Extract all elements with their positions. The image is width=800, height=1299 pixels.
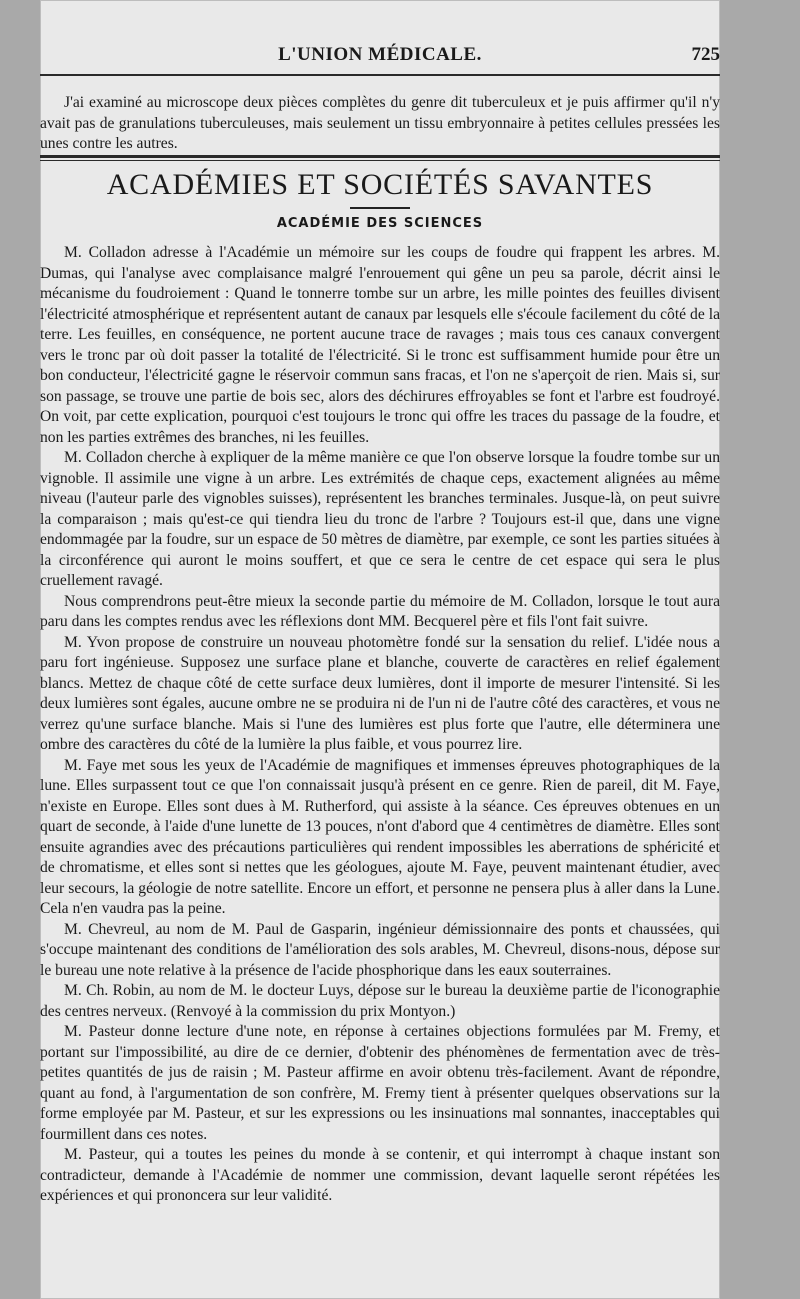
intro-block (40, 93, 720, 155)
paragraph-robin: M. Ch. Robin, au nom de M. le docteur Luys, dépose sur le bureau la deuxième partie de l'iconographie des centres nerveux. (Renvoyé à la commission du prix Montyon.) (40, 982, 720, 1020)
article-body (40, 243, 720, 1207)
subsection-title: ACADÉMIE DES SCIENCES (276, 216, 484, 231)
intro-paragraph: J'ai examiné au microscope deux pièces complètes du genre dit tuberculeux et je puis affirmer qu'il n'y avait pas de granulations tuberculeuses, mais seulement un tissu embryonnaire à petites cellules pressées les unes contre les autres. (40, 94, 720, 152)
paragraph-chevreul: M. Chevreul, au nom de M. Paul de Gasparin, ingénieur démissionnaire des ponts et chaussées, qui s'occupe maintenant des conditions de l'amélioration des sols arables, M. Chevreul, disons-nous, dépose sur le bureau une note relative à la présence de l'acide phosphorique dans les eaux souterraines. (40, 920, 720, 979)
document-page (40, 0, 720, 1299)
section-rule-top (40, 155, 720, 158)
paragraph-pasteur-fremy: M. Pasteur donne lecture d'une note, en réponse à certaines objections formulées par M. Fremy, et portant sur l'impossibilité, au dire de ce dernier, d'obtenir des phénomènes de fermentation avec de très-petites quantités de jus de raisin ; M. Pasteur affirme en avoir obtenu très-facilement. Avant de répondre, quant au fond, à l'argumentation de son confrère, M. Fremy tient à présenter quelques observations sur la forme employée par M. Pasteur, et sur les expressions ou les insinuations mal sonnantes, inacceptables qui fourmillent dans ces notes. (40, 1023, 720, 1143)
paragraph-colladon: M. Colladon adresse à l'Académie un mémoire sur les coups de foudre qui frappent les arbres. M. Dumas, qui l'analyse avec complaisance malgré l'enrouement qui gêne un peu sa parole, décrit ainsi le mécanisme du foudroiement : Quand le tonnerre tombe sur un arbre, les mille pointes des feuilles divisent l'électricité atmosphérique et représentent autant de canaux par lesquels elle s'écoule facilement du côté de la terre. Les feuilles, en conséquence, ne portent aucune trace de ravages ; mais tous ces canaux convergent vers le tronc par où doit passer la totalité de l'électricité. Si le tronc est suffisamment humide pour être un bon conducteur, l'électricité gagne le réservoir commun sans fracas, et l'on ne s'aperçoit de rien. Mais si, sur son passage, se trouve une partie de bois sec, alors des déchirures effroyables se font et l'arbre est foudroyé. On voit, par cette explication, pourquoi c'est toujours le tronc qui offre les traces du passage de la foudre, et non les parties extrêmes des branches, ni les feuilles. (40, 244, 720, 446)
paragraph-vignoble: M. Colladon cherche à expliquer de la même manière ce que l'on observe lorsque la foudre tombe sur un vignoble. Il assimile une vigne à un arbre. Les extrémités de chaque ceps, exactement alignées au même niveau (l'auteur parle des vignobles suisses), représentent les branches terminales. Jusque-là, on peut suivre la comparaison ; mais qu'est-ce qui tiendra lieu du tronc de l'arbre ? Toujours est-il que, dans une vigne endommagée par la foudre, sur un espace de 50 mètres de diamètre, par exemple, ce sont les parties situées à la circonférence qui auront le moins souffert, et que ce sera le centre de cet espace qui sera le plus cruellement ravagé. (40, 449, 720, 589)
page-number: 725 (691, 44, 720, 65)
running-title: L'UNION MÉDICALE. (278, 44, 482, 65)
section-rule-bottom (40, 160, 720, 161)
paragraph-becquerel: Nous comprendrons peut-être mieux la seconde partie du mémoire de M. Colladon, lorsque le tout aura paru dans les comptes rendus avec les réflexions dont MM. Becquerel père et fils l'ont fait suivre. (40, 592, 720, 630)
paragraph-pasteur-commission: M. Pasteur, qui a toutes les peines du monde à se contenir, et qui interrompt à chaque instant son contradicteur, demande à l'Académie de nommer une commission, devant laquelle seront répétées les expériences et qui prononcera sur leur validité. (40, 1146, 720, 1204)
paragraph-yvon: M. Yvon propose de construire un nouveau photomètre fondé sur la sensation du relief. L'idée nous a paru fort ingénieuse. Supposez une surface plane et blanche, couverte de caractères en relief également blancs. Mettez de chaque côté de cette surface deux lumières, dont il importe de mesurer l'intensité. Si les deux lumières sont égales, aucune ombre ne se produira ni de l'un ni de l'autre côté des caractères, et vous ne verrez qu'une surface blanche. Mais si l'une des lumières est plus forte que l'autre, elle déterminera une ombre des caractères du côté de la lumière la plus faible, et vous pourrez lire. (40, 633, 720, 753)
paragraph-faye: M. Faye met sous les yeux de l'Académie de magnifiques et immenses épreuves photographiques de la lune. Elles surpassent tout ce que l'on connaissait jusqu'à présent en ce genre. Rien de pareil, dit M. Faye, n'existe en Europe. Elles sont dues à M. Rutherford, qui assiste à la séance. Ces épreuves obtenues en un quart de seconde, à l'aide d'une lunette de 13 pouces, n'ont d'abord que 4 centimètres de diamètre. Elles sont ensuite agrandies avec des précautions particulières qui rendent impossibles les aberrations de sphéricité et de chromatisme, et elles sont si nettes que les géologues, ajoute M. Faye, peuvent maintenant étudier, avec leur secours, la géologie de notre satellite. Encore un effort, et personne ne pensera plus à aller dans la Lune. Cela n'en vaudra pas la peine. (40, 756, 720, 917)
page-header (40, 44, 720, 72)
section-divider (350, 207, 410, 209)
section-title: ACADÉMIES ET SOCIÉTÉS SAVANTES (106, 168, 654, 201)
header-rule (40, 74, 720, 76)
